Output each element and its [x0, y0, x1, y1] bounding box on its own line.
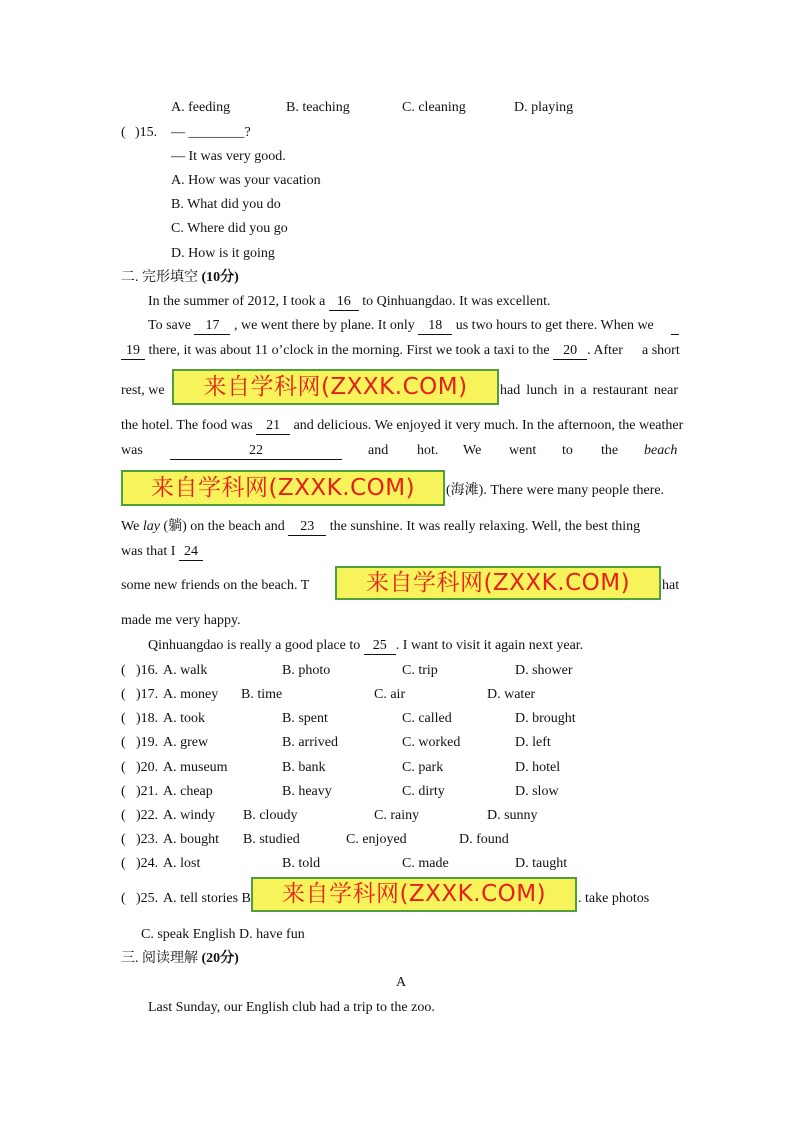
q25-option-b[interactable]: . take photos: [578, 891, 650, 906]
passage-text: a short: [642, 343, 680, 358]
q14-option-a: A. feeding: [171, 100, 231, 115]
reading-first-line: Last Sunday, our English club had a trip to the zoo.: [148, 1000, 435, 1015]
blank-18[interactable]: 18: [418, 319, 452, 335]
question-option[interactable]: B. arrived: [282, 735, 338, 750]
q15-option-a: A. How was your vacation: [171, 173, 321, 188]
section3-score: (20分): [201, 951, 239, 966]
q15-paren: (: [121, 125, 126, 140]
blank-24[interactable]: 24: [179, 545, 203, 561]
passage-line-1: [148, 295, 550, 311]
passage-text: (躺) on the beach and: [163, 519, 285, 534]
question-option[interactable]: B. cloudy: [243, 808, 298, 823]
question-number: )18.: [136, 711, 159, 726]
passage-line-9: [121, 545, 203, 561]
passage-text: Qinhuangdao is really a good place to: [148, 638, 361, 653]
passage-text: To save: [148, 318, 191, 333]
section3-title: 三. 阅读理解: [121, 951, 198, 966]
q25-option-a[interactable]: A. tell stories B: [163, 891, 251, 906]
passage-text: to Qinhuangdao. It was excellent.: [362, 294, 551, 309]
blank-23[interactable]: 23: [288, 520, 326, 536]
question-option[interactable]: C. park: [402, 760, 444, 775]
question-option[interactable]: B. photo: [282, 663, 331, 678]
passage-text: (海滩). There were many people there.: [446, 483, 665, 498]
passage-text: was: [121, 443, 143, 458]
passage-text: the: [121, 418, 139, 433]
question-option[interactable]: C. dirty: [402, 784, 445, 799]
question-number: )16.: [136, 663, 159, 678]
question-option[interactable]: D. left: [515, 735, 551, 750]
q15-prompt: — ________?: [171, 125, 251, 140]
question-option[interactable]: B. bank: [282, 760, 326, 775]
question-option[interactable]: A. walk: [163, 663, 208, 678]
q15-option-b: B. What did you do: [171, 197, 281, 212]
question-option[interactable]: C. called: [402, 711, 452, 726]
question-number: )24.: [136, 856, 159, 871]
question-paren: (: [121, 711, 126, 726]
question-option[interactable]: B. time: [241, 687, 283, 702]
passage-text: some new friends on the beach. T: [121, 578, 310, 593]
blank-22[interactable]: 22: [170, 444, 342, 460]
question-paren: (: [121, 856, 126, 871]
question-number: )20.: [136, 760, 159, 775]
question-option[interactable]: A. grew: [163, 735, 209, 750]
passage-line-3: [121, 344, 623, 360]
question-number: )21.: [136, 784, 159, 799]
q14-option-d: D. playing: [514, 100, 574, 115]
q14-option-c: C. cleaning: [402, 100, 466, 115]
question-paren: (: [121, 784, 126, 799]
question-option[interactable]: C. trip: [402, 663, 438, 678]
passage-text: to: [562, 443, 573, 458]
section2-heading: [121, 271, 239, 285]
question-option[interactable]: B. spent: [282, 711, 328, 726]
passage-text: the sunshine. It was really: [329, 519, 476, 534]
blank-17[interactable]: 17: [194, 319, 230, 335]
question-option[interactable]: A. windy: [163, 808, 216, 823]
question-option[interactable]: D. hotel: [515, 760, 561, 775]
question-option[interactable]: A. took: [163, 711, 205, 726]
section2-score: (10分): [201, 270, 239, 285]
blank-21[interactable]: 21: [256, 419, 290, 435]
q15-option-d: D. How is it going: [171, 246, 275, 261]
question-paren: (: [121, 735, 126, 750]
passage-line-12: [148, 639, 583, 655]
blank-19-start: [671, 319, 679, 339]
passage-line-5: [121, 419, 683, 435]
watermark-logo: 来自学科网(ZXXK.COM): [172, 369, 499, 405]
watermark-logo: 来自学科网(ZXXK.COM): [251, 877, 577, 912]
question-option[interactable]: D. found: [459, 832, 509, 847]
passage-text: the: [601, 443, 619, 458]
q25-paren: (: [121, 891, 126, 906]
question-paren: (: [121, 663, 126, 678]
question-paren: (: [121, 687, 126, 702]
passage-text: relaxing. Well, the best thing: [479, 519, 641, 534]
passage-text: only: [389, 318, 415, 333]
passage-text: .: [395, 638, 400, 653]
passage-text: hat: [662, 578, 680, 593]
question-paren: (: [121, 832, 126, 847]
question-number: )22.: [136, 808, 159, 823]
watermark-logo: 来自学科网(ZXXK.COM): [335, 566, 661, 600]
passage-text: and: [368, 443, 389, 458]
question-option[interactable]: D. slow: [515, 784, 559, 799]
passage-text: made me very happy.: [121, 613, 241, 628]
question-option[interactable]: A. cheap: [163, 784, 213, 799]
q15-option-c: C. Where did you go: [171, 221, 288, 236]
watermark-logo: 来自学科网(ZXXK.COM): [121, 470, 445, 506]
passage-line-2: [148, 319, 654, 335]
passage-text: In the summer of 2012, I took a: [148, 294, 326, 309]
passage-text: there, it was about 11 o’clock in the morning. First we took a taxi to the: [148, 343, 550, 358]
q15-number: )15.: [135, 125, 158, 140]
passage-text: and delicious. We enjoyed it very much. In the afternoon, the weather: [293, 418, 684, 433]
passage-text: , we went there by plane. It: [233, 318, 387, 333]
passage-text: We: [463, 443, 482, 458]
q15-answer: — It was very good.: [171, 149, 286, 164]
question-number: )17.: [136, 687, 159, 702]
question-option[interactable]: D. shower: [515, 663, 573, 678]
passage-line-8: [121, 520, 640, 536]
blank-19[interactable]: 19: [121, 344, 145, 360]
q14-option-b: B. teaching: [286, 100, 350, 115]
section2-title: 二. 完形填空: [121, 270, 198, 285]
question-option[interactable]: D. brought: [515, 711, 576, 726]
passage-text: lay: [142, 519, 160, 534]
question-option[interactable]: A. museum: [163, 760, 228, 775]
q25-number: )25.: [136, 891, 159, 906]
question-option[interactable]: B. studied: [243, 832, 300, 847]
question-option[interactable]: D. sunny: [487, 808, 538, 823]
question-number: )19.: [136, 735, 159, 750]
question-option[interactable]: C. air: [374, 687, 406, 702]
question-option[interactable]: C. worked: [402, 735, 461, 750]
passage-text: . After: [587, 343, 623, 358]
passage-text: beach: [644, 443, 678, 458]
question-option[interactable]: A. bought: [163, 832, 219, 847]
passage-text: hotel. The food was: [141, 418, 253, 433]
blank-20[interactable]: 20: [553, 344, 587, 360]
q25-options-cd[interactable]: C. speak English D. have fun: [141, 927, 305, 942]
passage-text: I want to visit it again next year.: [402, 638, 584, 653]
blank-16[interactable]: 16: [329, 295, 359, 311]
passage-text: had lunch in a restaurant near: [500, 383, 678, 398]
question-option[interactable]: B. heavy: [282, 784, 332, 799]
question-option[interactable]: A. money: [163, 687, 219, 702]
passage-text: hot.: [417, 443, 439, 458]
blank-25[interactable]: 25: [364, 639, 396, 655]
question-paren: (: [121, 808, 126, 823]
question-option[interactable]: B. told: [282, 856, 321, 871]
question-option[interactable]: D. taught: [515, 856, 568, 871]
passage-text: rest, we: [121, 383, 165, 398]
reading-label: A: [396, 975, 407, 990]
passage-text: We: [121, 519, 140, 534]
section3-heading: [121, 952, 239, 966]
question-option[interactable]: C. enjoyed: [346, 832, 407, 847]
question-option[interactable]: C. made: [402, 856, 449, 871]
question-paren: (: [121, 760, 126, 775]
question-option[interactable]: A. lost: [163, 856, 201, 871]
passage-text: us two hours to get there. When we: [455, 318, 654, 333]
passage-text: was that I: [121, 544, 176, 559]
question-option[interactable]: C. rainy: [374, 808, 420, 823]
passage-text: went: [509, 443, 537, 458]
question-number: )23.: [136, 832, 159, 847]
question-option[interactable]: D. water: [487, 687, 536, 702]
